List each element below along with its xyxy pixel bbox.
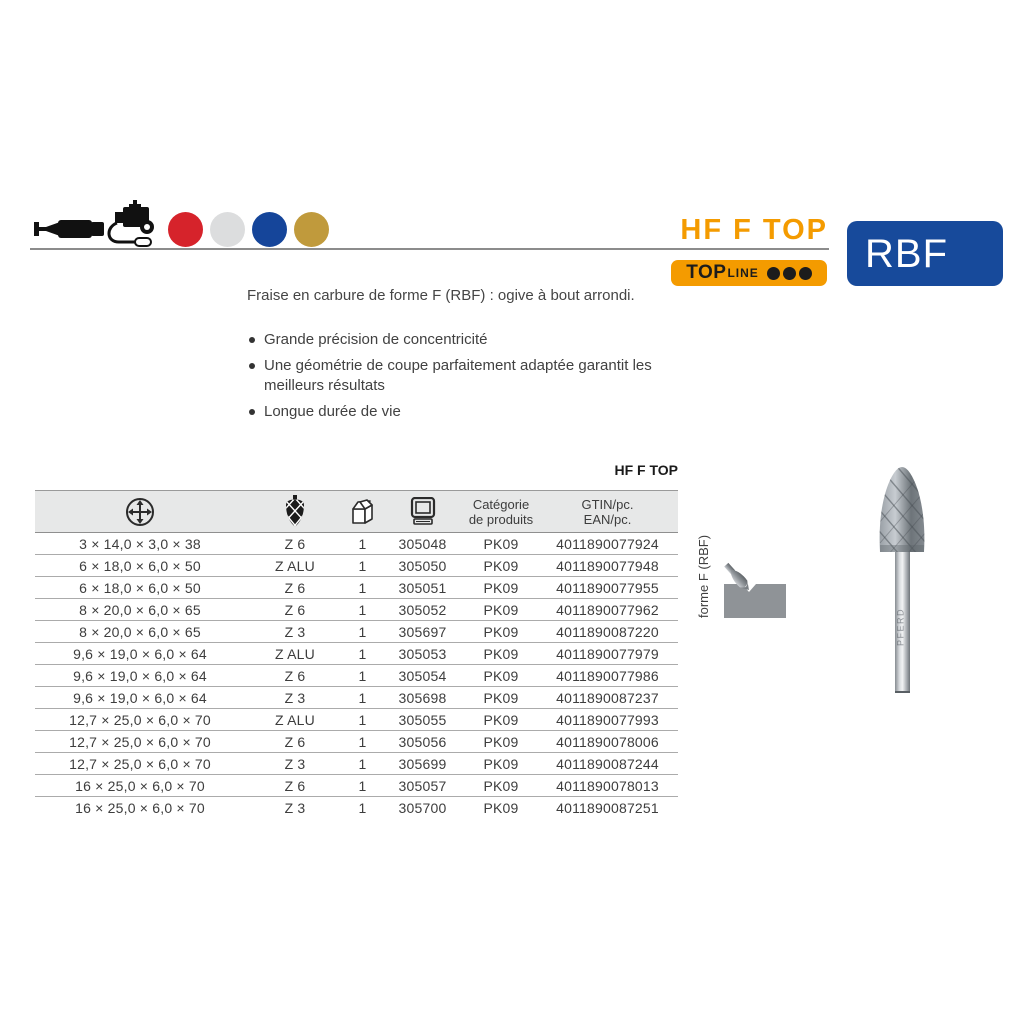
table-header-row <box>35 491 678 533</box>
shape-code-label: RBF <box>865 231 948 276</box>
gtin-ean-cell: 4011890087244 <box>556 755 659 772</box>
feature-bullet-list <box>247 330 671 428</box>
cut-type-column-header <box>245 491 345 533</box>
article-number-cell: 305699 <box>398 755 447 772</box>
dimensions-cell: 6 × 18,0 × 6,0 × 50 <box>79 557 201 574</box>
silver-dot <box>210 212 245 247</box>
package-quantity-icon <box>348 497 378 527</box>
dimensions-cell: 12,7 × 25,0 × 6,0 × 70 <box>69 733 211 750</box>
cut-type-cell: Z ALU <box>275 557 315 574</box>
category-header-line1: Catégorie <box>472 496 530 512</box>
article-number-cell: 305057 <box>398 777 447 794</box>
gold-dot <box>294 212 329 247</box>
table-row <box>35 797 678 819</box>
table-row <box>35 753 678 775</box>
gtin-ean-cell: 4011890078006 <box>556 733 659 750</box>
gtin-header-line2: EAN/pc. <box>583 511 632 527</box>
product-category-cell: PK09 <box>483 535 519 552</box>
pack-quantity-column-header <box>345 491 380 533</box>
shank-etching-text: PFERD <box>895 607 906 647</box>
product-category-cell: PK09 <box>483 711 519 728</box>
article-number-cell: 305054 <box>398 667 447 684</box>
flexible-shaft-drive-icon <box>106 200 164 253</box>
table-body <box>35 533 678 819</box>
dimensions-cell: 9,6 × 19,0 × 6,0 × 64 <box>73 667 207 684</box>
product-category-cell: PK09 <box>483 689 519 706</box>
product-category-cell: PK09 <box>483 645 519 662</box>
article-number-cell: 305055 <box>398 711 447 728</box>
table-row <box>35 599 678 621</box>
dimensions-cell: 9,6 × 19,0 × 6,0 × 64 <box>73 645 207 662</box>
header-rule <box>30 248 829 250</box>
gtin-header-line1: GTIN/pc. <box>581 496 634 512</box>
topline-badge <box>671 260 827 286</box>
article-number-cell: 305051 <box>398 579 447 596</box>
article-number-cell: 305050 <box>398 557 447 574</box>
article-number-cell: 305700 <box>398 799 447 816</box>
pack-quantity-cell: 1 <box>358 579 367 596</box>
dimensions-cell: 9,6 × 19,0 × 6,0 × 64 <box>73 689 207 706</box>
gtin-ean-cell: 4011890087251 <box>556 799 659 816</box>
cut-type-cell: Z 3 <box>284 689 306 706</box>
dimensions-cell: 12,7 × 25,0 × 6,0 × 70 <box>69 711 211 728</box>
material-dots <box>168 212 329 247</box>
category-header-line2: de produits <box>468 511 534 527</box>
pack-quantity-cell: 1 <box>358 755 367 772</box>
pack-quantity-cell: 1 <box>358 799 367 816</box>
burr-cut-icon <box>282 495 308 529</box>
shape-usage-illustration <box>722 538 788 625</box>
gtin-ean-cell: 4011890087220 <box>556 623 659 640</box>
product-category-cell: PK09 <box>483 755 519 772</box>
cut-type-cell: Z 6 <box>284 777 306 794</box>
table-row <box>35 687 678 709</box>
topline-badge-line-label: LINE <box>727 266 759 280</box>
table-row <box>35 709 678 731</box>
pack-quantity-cell: 1 <box>358 601 367 618</box>
cut-type-cell: Z 6 <box>284 535 306 552</box>
die-grinder-icon <box>34 214 106 249</box>
article-number-cell: 305048 <box>398 535 447 552</box>
shape-code-box <box>847 221 1003 286</box>
dimensions-cell: 8 × 20,0 × 6,0 × 65 <box>79 601 201 618</box>
gtin-ean-cell: 4011890077924 <box>556 535 659 552</box>
gtin-ean-cell: 4011890077955 <box>556 579 659 596</box>
article-number-cell: 305698 <box>398 689 447 706</box>
gtin-column-header <box>537 491 678 533</box>
feature-bullet: Longue durée de vie <box>247 402 671 422</box>
cut-type-cell: Z 3 <box>284 755 306 772</box>
dimensions-column-header <box>35 491 245 533</box>
gtin-ean-cell: 4011890087237 <box>556 689 659 706</box>
product-category-cell: PK09 <box>483 623 519 640</box>
topline-badge-top-label: TOP <box>686 262 727 283</box>
article-number-cell: 305052 <box>398 601 447 618</box>
cut-type-cell: Z 3 <box>284 623 306 640</box>
pack-quantity-cell: 1 <box>358 535 367 552</box>
dimensions-icon <box>125 497 155 527</box>
table-row <box>35 621 678 643</box>
gtin-ean-cell: 4011890077948 <box>556 557 659 574</box>
gtin-ean-cell: 4011890077986 <box>556 667 659 684</box>
cut-type-cell: Z 6 <box>284 733 306 750</box>
table-row <box>35 775 678 797</box>
product-photo <box>868 455 938 705</box>
gtin-ean-cell: 4011890077993 <box>556 711 659 728</box>
pack-quantity-cell: 1 <box>358 711 367 728</box>
pack-quantity-cell: 1 <box>358 645 367 662</box>
gtin-ean-cell: 4011890077962 <box>556 601 659 618</box>
order-number-icon <box>408 497 438 527</box>
article-number-cell: 305056 <box>398 733 447 750</box>
table-row <box>35 555 678 577</box>
article-number-cell: 305053 <box>398 645 447 662</box>
product-category-cell: PK09 <box>483 601 519 618</box>
order-number-column-header <box>380 491 465 533</box>
dimensions-cell: 3 × 14,0 × 3,0 × 38 <box>79 535 201 552</box>
blue-dot <box>252 212 287 247</box>
table-title: HF F TOP <box>614 462 678 478</box>
gtin-ean-cell: 4011890077979 <box>556 645 659 662</box>
cut-type-cell: Z 6 <box>284 601 306 618</box>
dimensions-cell: 12,7 × 25,0 × 6,0 × 70 <box>69 755 211 772</box>
product-description: Fraise en carbure de forme F (RBF) : ogive à bout arrondi. <box>247 287 635 304</box>
table-row <box>35 533 678 555</box>
dimensions-cell: 6 × 18,0 × 6,0 × 50 <box>79 579 201 596</box>
product-category-cell: PK09 <box>483 557 519 574</box>
cut-type-cell: Z ALU <box>275 645 315 662</box>
table-row <box>35 665 678 687</box>
page-title: HF F TOP <box>680 214 828 246</box>
product-category-cell: PK09 <box>483 667 519 684</box>
pack-quantity-cell: 1 <box>358 623 367 640</box>
pack-quantity-cell: 1 <box>358 557 367 574</box>
table-row <box>35 731 678 753</box>
feature-bullet: Grande précision de concentricité <box>247 330 671 350</box>
shape-caption: forme F (RBF) <box>696 534 711 618</box>
red-dot <box>168 212 203 247</box>
dimensions-cell: 16 × 25,0 × 6,0 × 70 <box>75 777 205 794</box>
pack-quantity-cell: 1 <box>358 667 367 684</box>
article-number-cell: 305697 <box>398 623 447 640</box>
gtin-ean-cell: 4011890078013 <box>556 777 659 794</box>
dimensions-cell: 16 × 25,0 × 6,0 × 70 <box>75 799 205 816</box>
product-spec-table <box>35 490 678 819</box>
topline-badge-dots-icon <box>767 267 812 280</box>
cut-type-cell: Z 3 <box>284 799 306 816</box>
category-column-header <box>465 491 537 533</box>
product-category-cell: PK09 <box>483 777 519 794</box>
product-category-cell: PK09 <box>483 799 519 816</box>
dimensions-cell: 8 × 20,0 × 6,0 × 65 <box>79 623 201 640</box>
cut-type-cell: Z 6 <box>284 667 306 684</box>
pack-quantity-cell: 1 <box>358 733 367 750</box>
table-row <box>35 577 678 599</box>
pack-quantity-cell: 1 <box>358 777 367 794</box>
product-category-cell: PK09 <box>483 579 519 596</box>
product-category-cell: PK09 <box>483 733 519 750</box>
table-row <box>35 643 678 665</box>
pack-quantity-cell: 1 <box>358 689 367 706</box>
cut-type-cell: Z 6 <box>284 579 306 596</box>
feature-bullet: Une géométrie de coupe parfaitement adaptée garantit les meilleurs résultats <box>247 356 671 396</box>
cut-type-cell: Z ALU <box>275 711 315 728</box>
